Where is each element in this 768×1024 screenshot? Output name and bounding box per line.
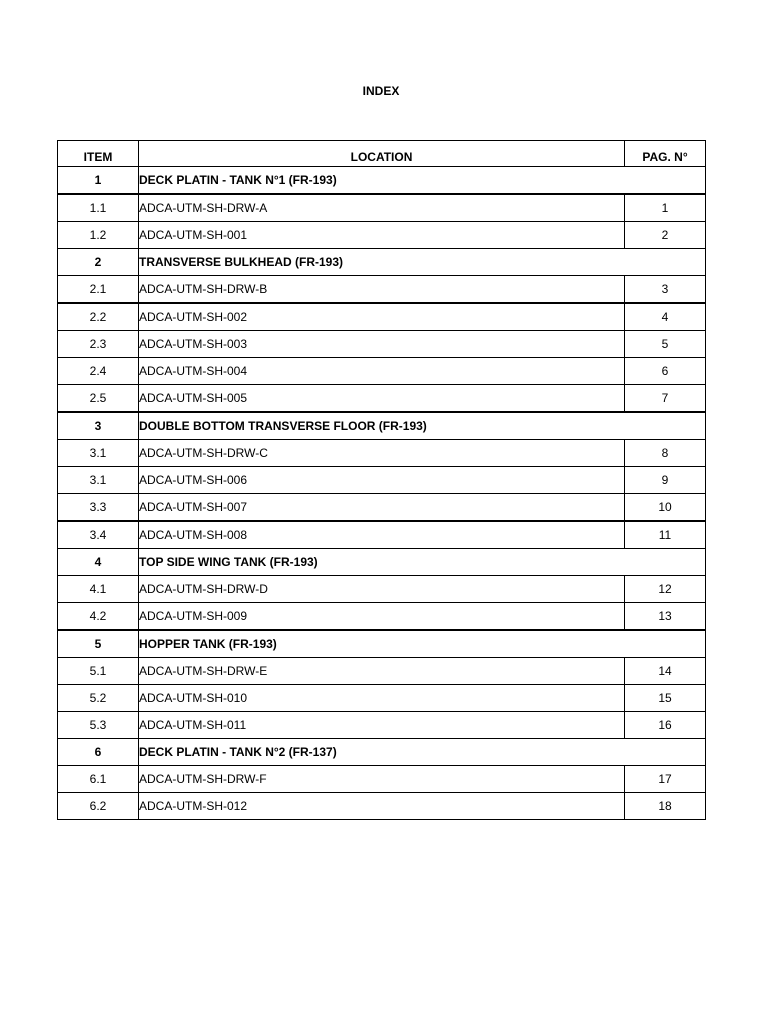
table-row bbox=[58, 576, 706, 603]
table-row bbox=[58, 467, 706, 494]
table-body bbox=[58, 167, 706, 820]
table-row bbox=[58, 249, 706, 276]
location-cell: TOP SIDE WING TANK (FR-193) bbox=[139, 549, 706, 576]
item-cell: 3.3 bbox=[58, 494, 139, 522]
column-header-location: LOCATION bbox=[139, 141, 625, 167]
location-cell: ADCA-UTM-SH-007 bbox=[139, 494, 625, 522]
table-row bbox=[58, 521, 706, 549]
item-cell: 1 bbox=[58, 167, 139, 195]
table-row bbox=[58, 412, 706, 440]
item-cell: 3.4 bbox=[58, 521, 139, 549]
page-cell: 8 bbox=[625, 440, 706, 467]
location-cell: ADCA-UTM-SH-008 bbox=[139, 521, 625, 549]
table-row bbox=[58, 385, 706, 413]
item-cell: 5.3 bbox=[58, 712, 139, 739]
table-row bbox=[58, 549, 706, 576]
item-cell: 3.1 bbox=[58, 467, 139, 494]
location-cell: ADCA-UTM-SH-DRW-B bbox=[139, 276, 625, 304]
page-cell: 3 bbox=[625, 276, 706, 304]
table-row bbox=[58, 766, 706, 793]
page-cell: 11 bbox=[625, 521, 706, 549]
table-row bbox=[58, 222, 706, 249]
location-cell: TRANSVERSE BULKHEAD (FR-193) bbox=[139, 249, 706, 276]
location-cell: ADCA-UTM-SH-DRW-F bbox=[139, 766, 625, 793]
table-row bbox=[58, 494, 706, 522]
location-cell: ADCA-UTM-SH-006 bbox=[139, 467, 625, 494]
table-header-row bbox=[58, 141, 706, 167]
table-row bbox=[58, 276, 706, 304]
page-cell: 4 bbox=[625, 303, 706, 331]
index-table bbox=[57, 140, 706, 820]
table-row bbox=[58, 603, 706, 631]
location-cell: ADCA-UTM-SH-004 bbox=[139, 358, 625, 385]
item-cell: 4.1 bbox=[58, 576, 139, 603]
page-cell: 17 bbox=[625, 766, 706, 793]
page-cell: 7 bbox=[625, 385, 706, 413]
table-row bbox=[58, 630, 706, 658]
item-cell: 1.1 bbox=[58, 194, 139, 222]
table-row bbox=[58, 303, 706, 331]
page-cell: 16 bbox=[625, 712, 706, 739]
column-header-item: ITEM bbox=[58, 141, 139, 167]
item-cell: 4 bbox=[58, 549, 139, 576]
table-row bbox=[58, 167, 706, 195]
page-cell: 12 bbox=[625, 576, 706, 603]
location-cell: ADCA-UTM-SH-010 bbox=[139, 685, 625, 712]
table-row bbox=[58, 712, 706, 739]
location-cell: ADCA-UTM-SH-012 bbox=[139, 793, 625, 820]
page-cell: 9 bbox=[625, 467, 706, 494]
page-cell: 15 bbox=[625, 685, 706, 712]
location-cell: ADCA-UTM-SH-DRW-E bbox=[139, 658, 625, 685]
item-cell: 2.5 bbox=[58, 385, 139, 413]
table-row bbox=[58, 440, 706, 467]
item-cell: 2.2 bbox=[58, 303, 139, 331]
page-cell: 1 bbox=[625, 194, 706, 222]
column-header-page: PAG. N° bbox=[625, 141, 706, 167]
table-row bbox=[58, 658, 706, 685]
table-row bbox=[58, 194, 706, 222]
page-title: INDEX bbox=[362, 84, 400, 98]
location-cell: ADCA-UTM-SH-DRW-D bbox=[139, 576, 625, 603]
item-cell: 5.2 bbox=[58, 685, 139, 712]
location-cell: ADCA-UTM-SH-002 bbox=[139, 303, 625, 331]
item-cell: 2 bbox=[58, 249, 139, 276]
page-cell: 5 bbox=[625, 331, 706, 358]
table-row bbox=[58, 358, 706, 385]
location-cell: ADCA-UTM-SH-005 bbox=[139, 385, 625, 413]
item-cell: 3.1 bbox=[58, 440, 139, 467]
location-cell: DECK PLATIN - TANK N°1 (FR-193) bbox=[139, 167, 706, 195]
location-cell: ADCA-UTM-SH-DRW-C bbox=[139, 440, 625, 467]
location-cell: ADCA-UTM-SH-011 bbox=[139, 712, 625, 739]
table-row bbox=[58, 739, 706, 766]
page-cell: 14 bbox=[625, 658, 706, 685]
location-cell: ADCA-UTM-SH-009 bbox=[139, 603, 625, 631]
item-cell: 5.1 bbox=[58, 658, 139, 685]
item-cell: 6.1 bbox=[58, 766, 139, 793]
item-cell: 2.4 bbox=[58, 358, 139, 385]
item-cell: 6 bbox=[58, 739, 139, 766]
page-cell: 2 bbox=[625, 222, 706, 249]
item-cell: 6.2 bbox=[58, 793, 139, 820]
location-cell: DOUBLE BOTTOM TRANSVERSE FLOOR (FR-193) bbox=[139, 412, 706, 440]
location-cell: ADCA-UTM-SH-DRW-A bbox=[139, 194, 625, 222]
location-cell: ADCA-UTM-SH-001 bbox=[139, 222, 625, 249]
location-cell: HOPPER TANK (FR-193) bbox=[139, 630, 706, 658]
item-cell: 2.1 bbox=[58, 276, 139, 304]
table-row bbox=[58, 685, 706, 712]
table-row bbox=[58, 331, 706, 358]
item-cell: 4.2 bbox=[58, 603, 139, 631]
location-cell: DECK PLATIN - TANK N°2 (FR-137) bbox=[139, 739, 706, 766]
item-cell: 1.2 bbox=[58, 222, 139, 249]
location-cell: ADCA-UTM-SH-003 bbox=[139, 331, 625, 358]
page-cell: 18 bbox=[625, 793, 706, 820]
item-cell: 3 bbox=[58, 412, 139, 440]
item-cell: 2.3 bbox=[58, 331, 139, 358]
page-cell: 6 bbox=[625, 358, 706, 385]
page-cell: 10 bbox=[625, 494, 706, 522]
page-cell: 13 bbox=[625, 603, 706, 631]
item-cell: 5 bbox=[58, 630, 139, 658]
table-row bbox=[58, 793, 706, 820]
